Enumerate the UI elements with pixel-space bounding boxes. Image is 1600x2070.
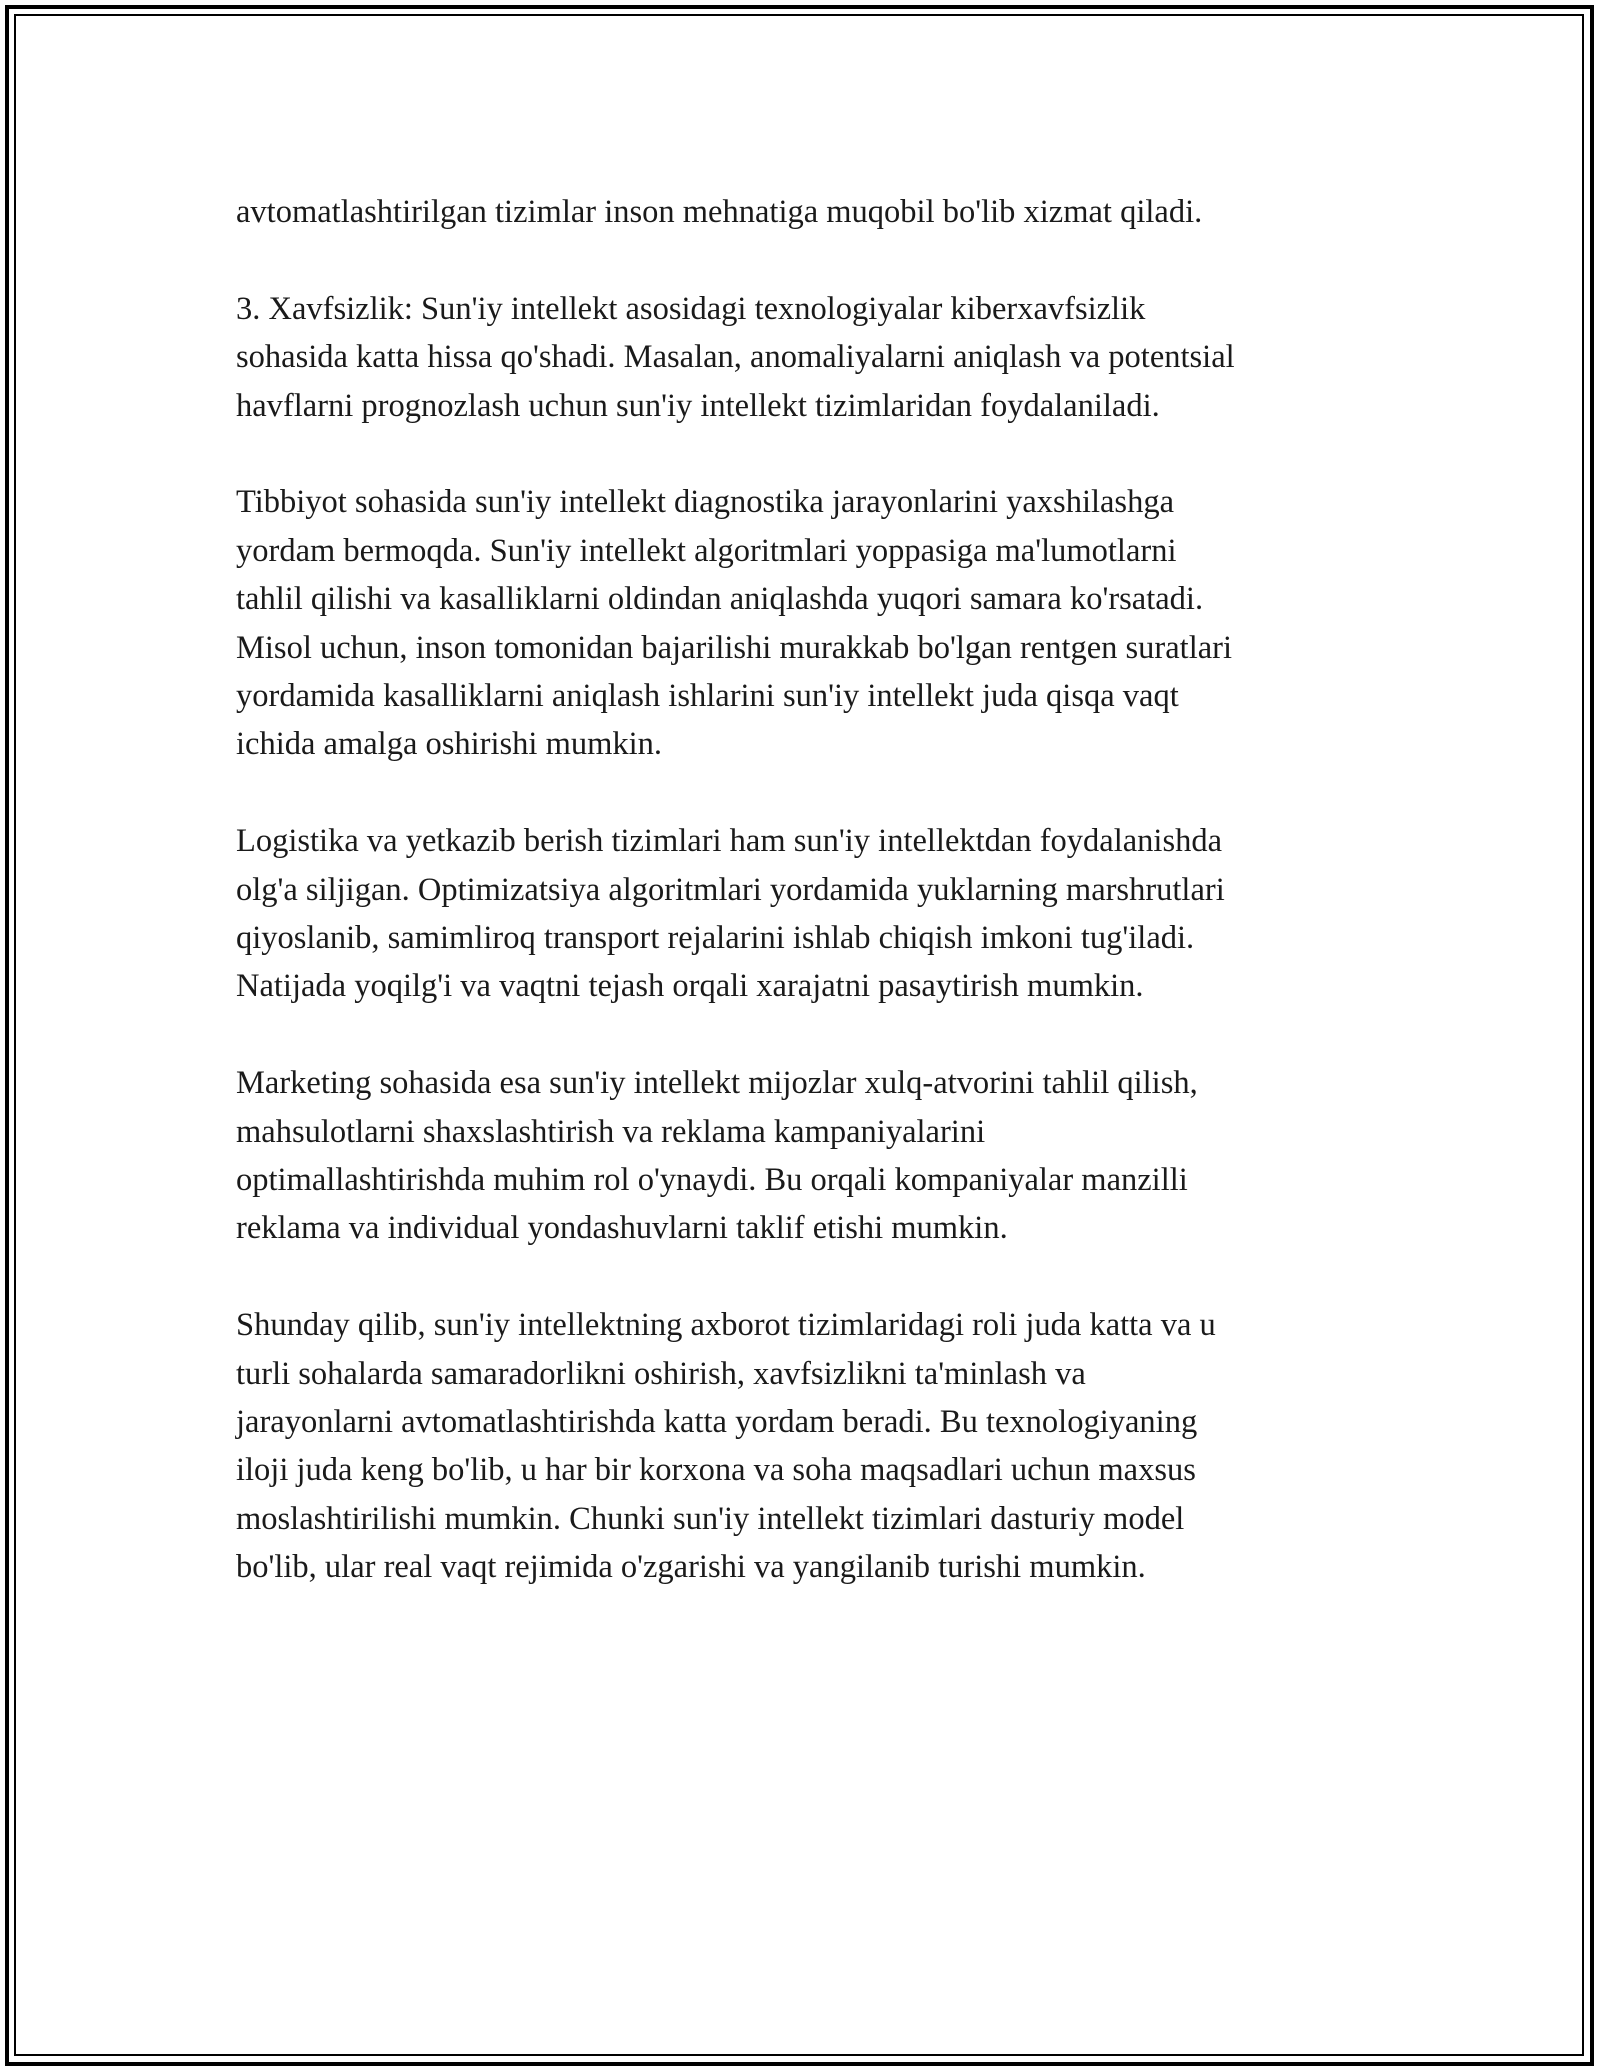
paragraph-marketing: Marketing sohasida esa sun'iy intellekt mijozlar xulq-atvorini tahlil qilish, mahsulotlarni shaxslashtirish va reklama kampaniyalarini optimallashtirishda muhim rol o'ynaydi. Bu orqali kompaniyalar manzilli reklama va individual yondashuvlarni taklif etishi mumkin. [236,1065,1198,1247]
paragraph-healthcare: Tibbiyot sohasida sun'iy intellekt diagnostika jarayonlarini yaxshilashga yordam bermoqda. Sun'iy intellekt algoritmlari yoppasiga ma'lumotlarni tahlil qilishi va kasalliklarni oldindan aniqlashda yuqori samara ko'rsatadi. Misol uchun, inson tomonidan bajarilishi murakkab bo'lgan rentgen suratlari yordamida kasalliklarni aniqlash ishlarini sun'iy intellekt juda qisqa vaqt ichida amalga oshirishi mumkin. [236,484,1233,763]
paragraph-logistics: Logistika va yetkazib berish tizimlari ham sun'iy intellektdan foydalanishda olg'a siljigan. Optimizatsiya algoritmlari yordamida yuklarning marshrutlari qiyoslanib, samimliroq transport rejalarini ishlab chiqish imkoni tug'iladi. Natijada yoqilg'i va vaqtni tejash orqali xarajatni pasaytirish mumkin. [236,823,1225,1005]
paragraph-security: 3. Xavfsizlik: Sun'iy intellekt asosidagi texnologiyalar kiberxavfsizlik sohasida katta hissa qo'shadi. Masalan, anomaliyalarni aniqlash va potentsial havflarni prognozlash uchun sun'iy intellekt tizimlaridan foydalaniladi. [236,290,1235,424]
paragraph-automation-continuation: avtomatlashtirilgan tizimlar inson mehnatiga muqobil bo'lib xizmat qiladi. [236,194,1203,230]
document-body [236,188,1376,1640]
paragraph-conclusion: Shunday qilib, sun'iy intellektning axborot tizimlaridagi roli juda katta va u turli sohalarda samaradorlikni oshirish, xavfsizlikni ta'minlash va jarayonlarni avtomatlashtirishda katta yordam beradi. Bu texnologiyaning iloji juda keng bo'lib, u har bir korxona va soha maqsadlari uchun maxsus moslashtirilishi mumkin. Chunki sun'iy intellekt tizimlari dasturiy model bo'lib, ular real vaqt rejimida o'zgarishi va yangilanib turishi mumkin. [236,1307,1216,1586]
